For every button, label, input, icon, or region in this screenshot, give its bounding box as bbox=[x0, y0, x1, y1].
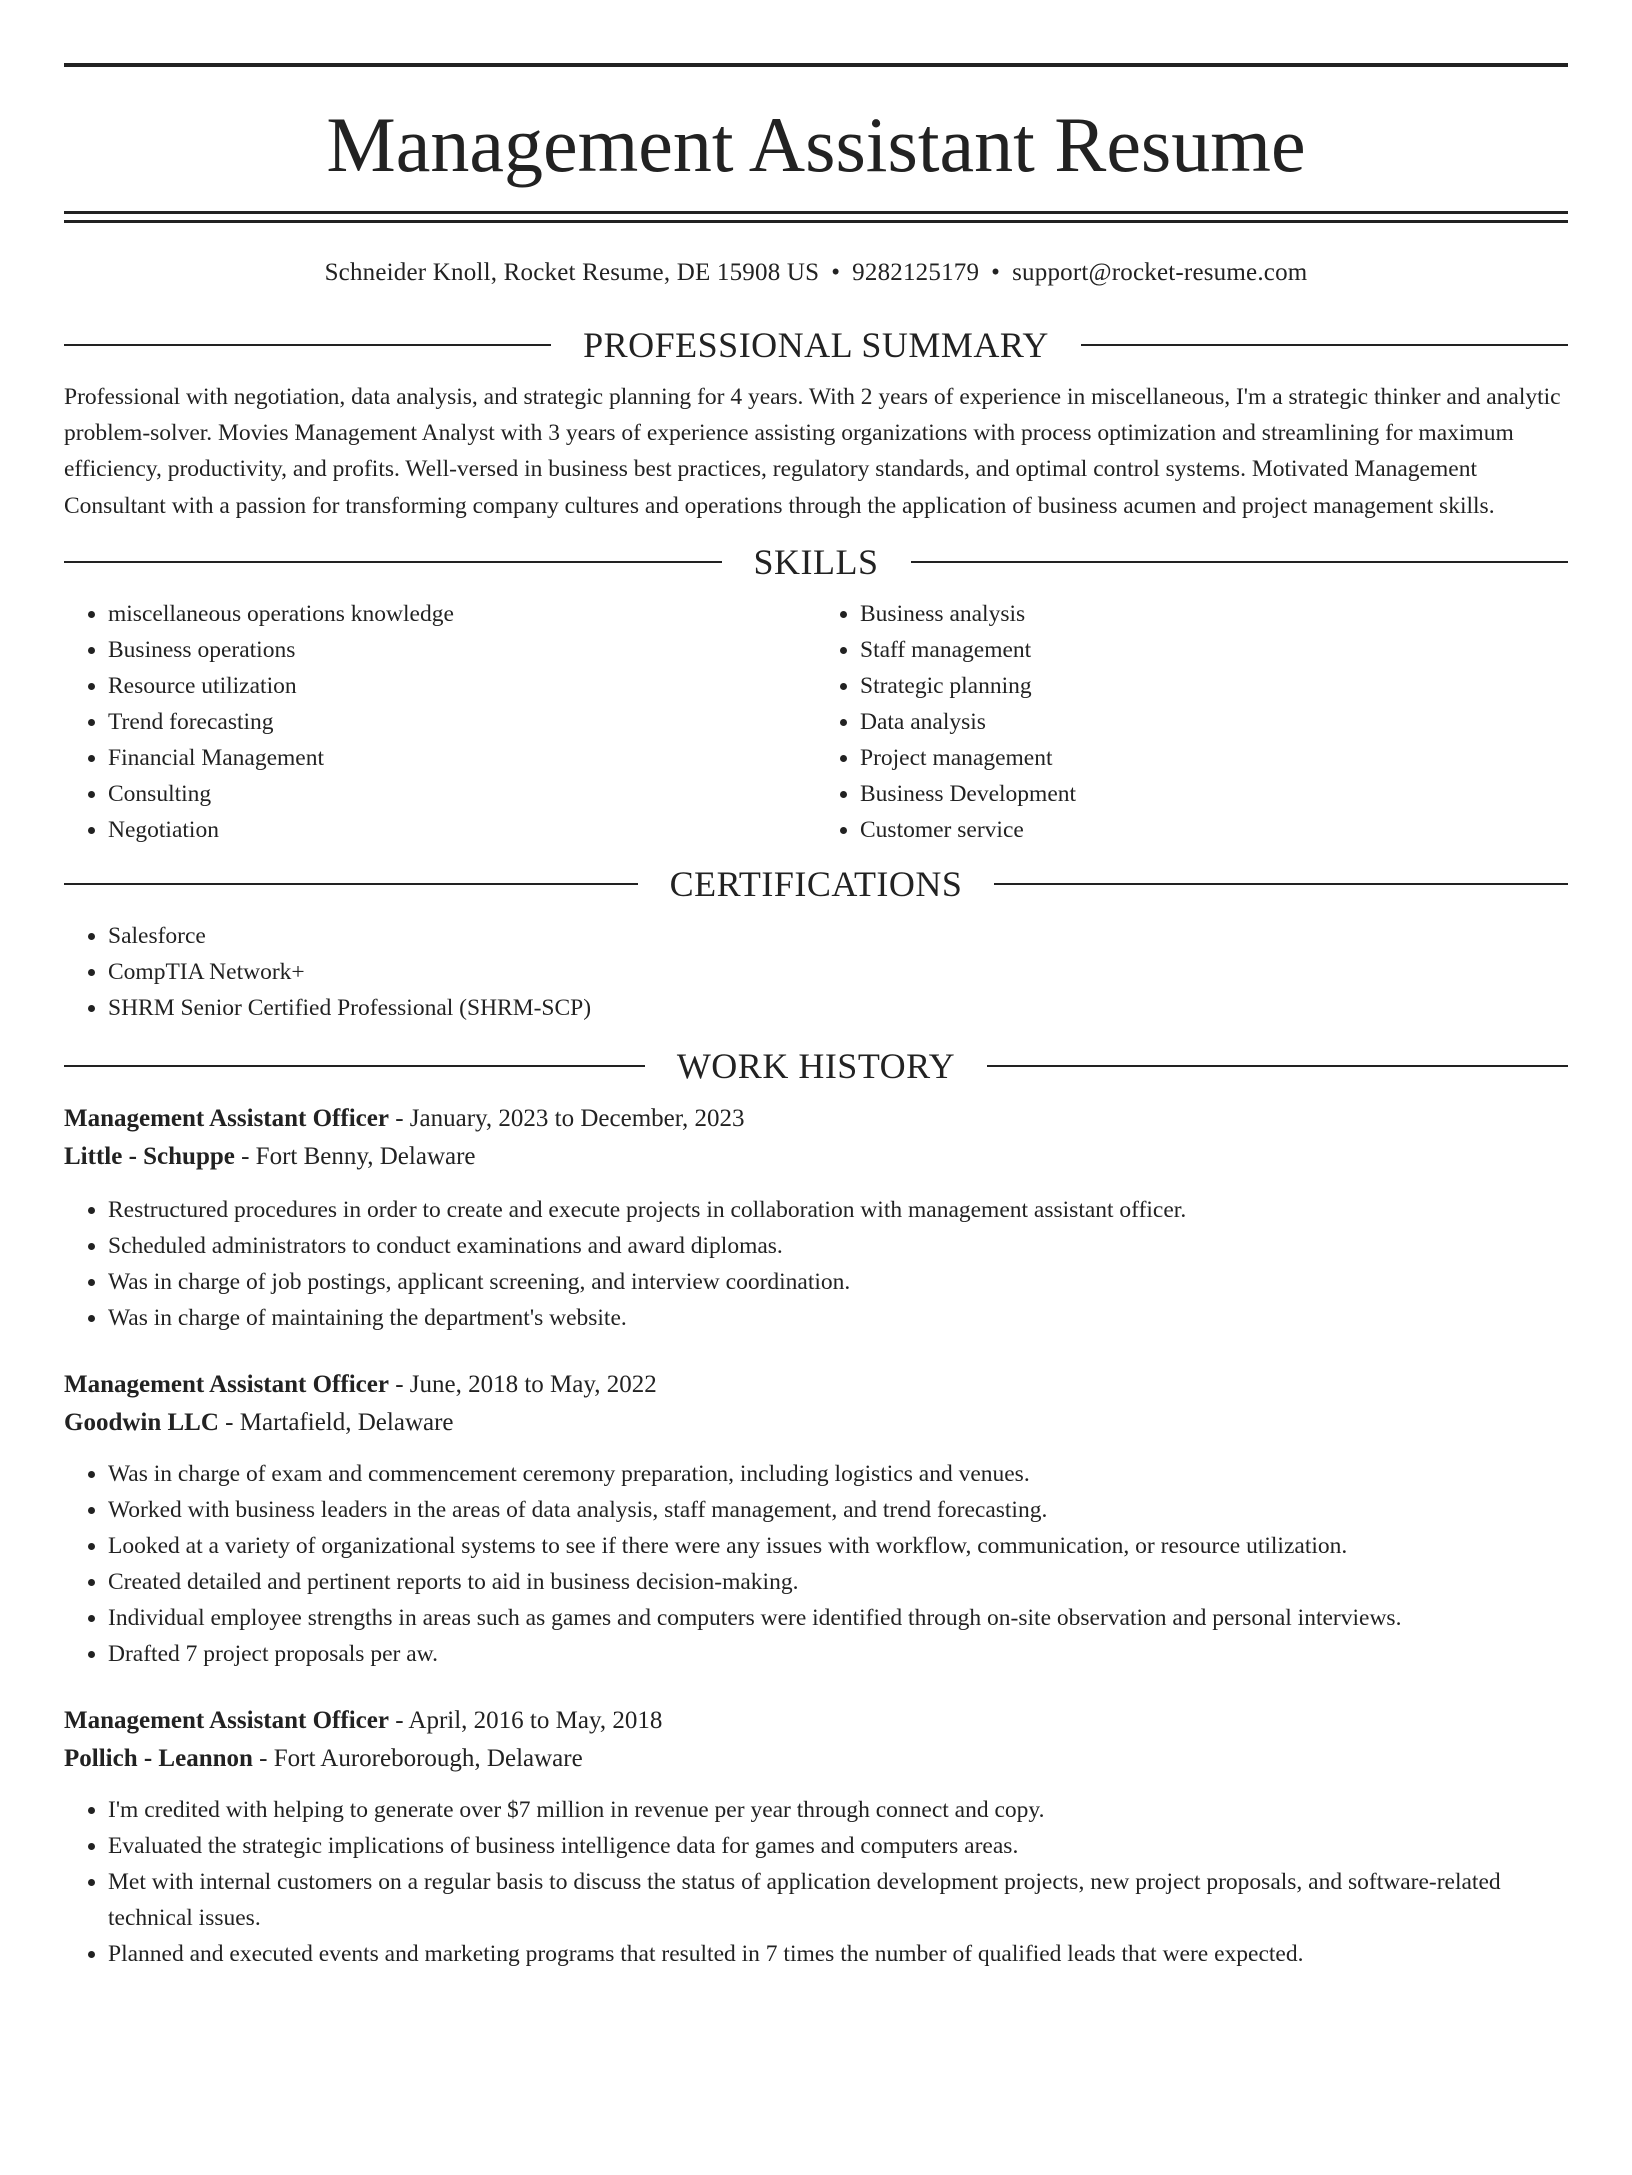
job-location: - Martafield, Delaware bbox=[218, 1408, 454, 1436]
contact-separator: • bbox=[991, 259, 1001, 286]
skill-item: • Customer service bbox=[860, 812, 1568, 848]
heading-rule-left bbox=[64, 883, 638, 885]
heading-rule-right bbox=[987, 1065, 1568, 1067]
top-rule bbox=[64, 63, 1568, 67]
job-bullet: • Created detailed and pertinent reports to aid in business decision-making. bbox=[108, 1564, 1568, 1600]
job-company: Pollich - Leannon bbox=[64, 1744, 253, 1772]
job-dates: - April, 2016 to May, 2018 bbox=[388, 1706, 663, 1734]
heading-rule-right bbox=[994, 883, 1568, 885]
section-heading-label: SKILLS bbox=[753, 541, 879, 582]
job-bullet: • Individual employee strengths in areas such as games and computers were identified through on-site observation and personal interviews. bbox=[108, 1600, 1568, 1636]
section-heading-label: PROFESSIONAL SUMMARY bbox=[583, 325, 1049, 365]
title-double-rule bbox=[64, 211, 1568, 223]
skill-item: • Negotiation bbox=[108, 812, 816, 848]
job-title: Management Assistant Officer bbox=[64, 1370, 389, 1398]
skill-item: • Business analysis bbox=[860, 596, 1568, 632]
contact-phone: 9282125179 bbox=[852, 259, 980, 286]
job-company-line bbox=[64, 1138, 1568, 1176]
skill-item: • Business Development bbox=[860, 776, 1568, 812]
skill-item: • Consulting bbox=[108, 776, 816, 812]
skill-item: • Financial Management bbox=[108, 740, 816, 776]
job-bullet: • I'm credited with helping to generate over $7 million in revenue per year through connect and copy. bbox=[108, 1792, 1568, 1828]
skill-item: • Staff management bbox=[860, 632, 1568, 668]
skills-grid bbox=[64, 596, 1568, 848]
certification-item: • CompTIA Network+ bbox=[108, 954, 1568, 990]
job-bullets bbox=[64, 1192, 1568, 1336]
job-bullet: • Scheduled administrators to conduct examinations and award diplomas. bbox=[108, 1228, 1568, 1264]
resume-page bbox=[0, 63, 1632, 2175]
heading-rule-left bbox=[64, 1065, 645, 1067]
job-title-line bbox=[64, 1702, 1568, 1740]
certification-item: • SHRM Senior Certified Professional (SHRM-SCP) bbox=[108, 990, 1568, 1026]
contact-address: Schneider Knoll, Rocket Resume, DE 15908 US bbox=[324, 259, 820, 286]
section-heading-label: CERTIFICATIONS bbox=[669, 863, 963, 904]
skill-item: • Trend forecasting bbox=[108, 704, 816, 740]
job-company-line bbox=[64, 1740, 1568, 1778]
resume-title: Management Assistant Resume bbox=[326, 101, 1306, 188]
job-bullets bbox=[64, 1456, 1568, 1672]
job-entry bbox=[64, 1100, 1568, 1336]
section-heading-label: WORK HISTORY bbox=[676, 1045, 956, 1086]
job-bullet: • Met with internal customers on a regular basis to discuss the status of application development projects, new project proposals, and software-related technical issues. bbox=[108, 1864, 1568, 1936]
heading-rule-right bbox=[1081, 344, 1568, 346]
skill-item: • Resource utilization bbox=[108, 668, 816, 704]
section-heading-work-history bbox=[64, 1044, 1568, 1088]
job-bullet: • Looked at a variety of organizational systems to see if there were any issues with workflow, communication, or resource utilization. bbox=[108, 1528, 1568, 1564]
job-company: Little - Schuppe bbox=[64, 1142, 235, 1170]
job-bullet: • Planned and executed events and marketing programs that resulted in 7 times the number of qualified leads that were expected. bbox=[108, 1936, 1568, 1972]
heading-rule-right bbox=[911, 561, 1569, 563]
job-title-line bbox=[64, 1100, 1568, 1138]
summary-text: Professional with negotiation, data analysis, and strategic planning for 4 years. With 2 years of experience in miscellaneous, I'm a strategic thinker and analytic problem-solver. Movies Management Analyst with 3 years of experience assisting organizations with process optimization and streamlining for maximum efficiency, productivity, and profits. Well-versed in business best practices, regulatory standards, and optimal control systems. Motivated Management Consultant with a passion for transforming company cultures and operations through the application of business acumen and project management skills. bbox=[64, 384, 1561, 519]
section-heading-summary bbox=[64, 323, 1568, 367]
skill-item: • Data analysis bbox=[860, 704, 1568, 740]
job-location: - Fort Auroreborough, Delaware bbox=[252, 1744, 583, 1772]
job-dates: - June, 2018 to May, 2022 bbox=[388, 1370, 657, 1398]
job-bullet: • Evaluated the strategic implications of business intelligence data for games and computers areas. bbox=[108, 1828, 1568, 1864]
job-location: - Fort Benny, Delaware bbox=[234, 1142, 476, 1170]
skills-list-left bbox=[64, 596, 816, 848]
job-bullets bbox=[64, 1792, 1568, 1972]
job-bullet: • Restructured procedures in order to create and execute projects in collaboration with management assistant officer. bbox=[108, 1192, 1568, 1228]
job-company: Goodwin LLC bbox=[64, 1408, 219, 1436]
skill-item: • Project management bbox=[860, 740, 1568, 776]
section-heading-skills bbox=[64, 540, 1568, 584]
contact-email: support@rocket-resume.com bbox=[1012, 259, 1308, 286]
job-entry bbox=[64, 1702, 1568, 1972]
skill-item: • Business operations bbox=[108, 632, 816, 668]
job-bullet: • Was in charge of maintaining the department's website. bbox=[108, 1300, 1568, 1336]
heading-rule-left bbox=[64, 344, 551, 346]
skill-item: • Strategic planning bbox=[860, 668, 1568, 704]
job-dates: - January, 2023 to December, 2023 bbox=[388, 1104, 745, 1132]
certification-item: • Salesforce bbox=[108, 918, 1568, 954]
contact-separator: • bbox=[831, 259, 841, 286]
job-bullet: • Worked with business leaders in the areas of data analysis, staff management, and trend forecasting. bbox=[108, 1492, 1568, 1528]
job-title: Management Assistant Officer bbox=[64, 1706, 389, 1734]
job-title: Management Assistant Officer bbox=[64, 1104, 389, 1132]
contact-line bbox=[64, 257, 1568, 289]
job-bullet: • Was in charge of exam and commencement ceremony preparation, including logistics and venues. bbox=[108, 1456, 1568, 1492]
heading-rule-left bbox=[64, 561, 722, 563]
job-bullet: • Drafted 7 project proposals per aw. bbox=[108, 1636, 1568, 1672]
job-entry bbox=[64, 1366, 1568, 1672]
job-title-line bbox=[64, 1366, 1568, 1404]
job-bullet: • Was in charge of job postings, applicant screening, and interview coordination. bbox=[108, 1264, 1568, 1300]
job-company-line bbox=[64, 1404, 1568, 1442]
skills-list-right bbox=[816, 596, 1568, 848]
skill-item: • miscellaneous operations knowledge bbox=[108, 596, 816, 632]
section-heading-certifications bbox=[64, 862, 1568, 906]
certifications-list bbox=[64, 918, 1568, 1026]
